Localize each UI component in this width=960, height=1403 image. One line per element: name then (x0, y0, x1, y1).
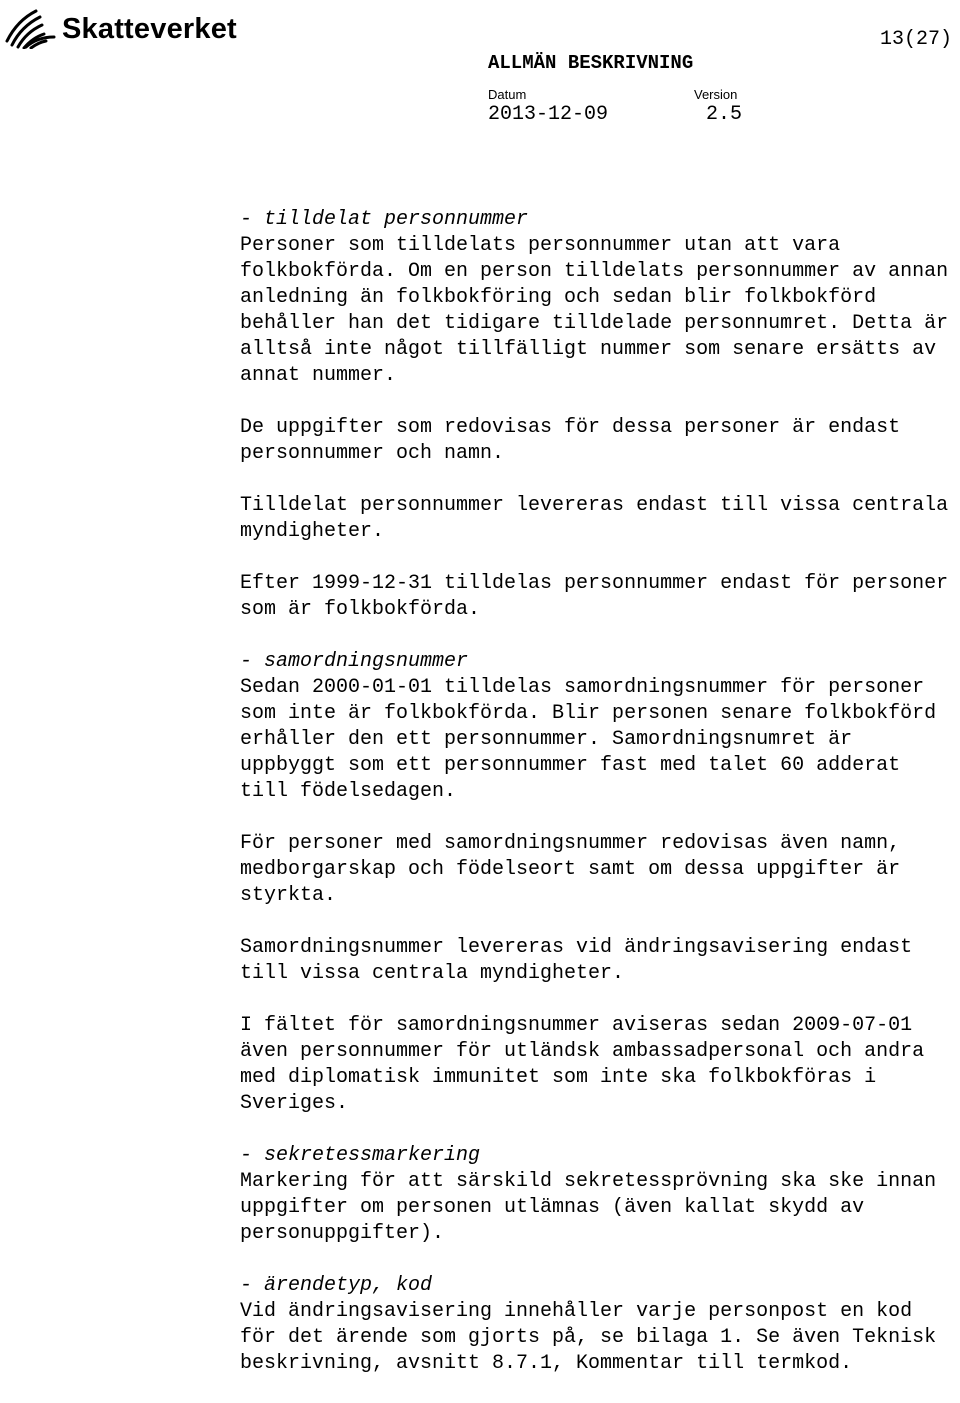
version-value: 2.5 (706, 103, 743, 126)
section-heading: - samordningsnummer (240, 650, 469, 673)
paragraph: För personer med samordningsnummer redovisas även namn, medborgarskap och födelseort samt om dessa uppgifter är styrkta. (240, 832, 901, 907)
section-sekretessmarkering (240, 1143, 956, 1247)
skatteverket-logo (4, 6, 237, 50)
paragraph: De uppgifter som redovisas för dessa personer är endast personnummer och namn. (240, 416, 901, 465)
logo-wordmark: Skatteverket (62, 12, 237, 45)
paragraph: Personer som tilldelats personnummer utan att vara folkbokförda. Om en person tilldelats personnummer av annan anledning än folkbokföring och sedan blir folkbokförd behåller han det tidigare tilldelade personnumret. Detta är alltså inte något tillfälligt nummer som senare ersätts av annat nummer. (240, 234, 949, 387)
page-number: 13(27) (879, 28, 952, 51)
section-samordningsnummer (240, 649, 956, 805)
skatteverket-logo-icon (4, 7, 56, 49)
paragraph: Efter 1999-12-31 tilldelas personnummer endast för personer som är folkbokförda. (240, 572, 949, 621)
document-body (240, 207, 956, 1403)
paragraph: Sedan 2000-01-01 tilldelas samordningsnummer för personer som inte är folkbokförda. Blir personen senare folkbokförd erhåller den ett personnummer. Samordningsnumret är uppbyggt som ett personnummer fast med talet 60 adderat till födelsedagen. (240, 676, 937, 803)
date-label: Datum (488, 87, 527, 102)
paragraph: Samordningsnummer levereras vid ändringsavisering endast till vissa centrala myndigheter. (240, 936, 913, 985)
paragraph: Vid ändringsavisering innehåller varje personpost en kod för det ärende som gjorts på, se bilaga 1. Se även Teknisk beskrivning, avsnitt 8.7.1, Kommentar till termkod. (240, 1300, 937, 1375)
paragraph: I fältet för samordningsnummer aviseras sedan 2009-07-01 även personnummer för utländsk ambassadpersonal och andra med diplomatisk immunitet som inte ska folkbokföras i Sveriges. (240, 1014, 925, 1115)
section-heading: - tilldelat personnummer (240, 208, 529, 231)
section-tilldelat (240, 207, 956, 389)
section-heading: - sekretessmarkering (240, 1144, 481, 1167)
document-type: ALLMÄN BESKRIVNING (488, 52, 694, 74)
version-label: Version (694, 87, 738, 102)
paragraph: Tilldelat personnummer levereras endast till vissa centrala myndigheter. (240, 494, 949, 543)
paragraph: Markering för att särskild sekretessprövning ska ske innan uppgifter om personen utlämnas (även kallat skydd av personuppgifter). (240, 1170, 937, 1245)
section-arendetyp (240, 1273, 956, 1377)
date-value: 2013-12-09 (488, 103, 609, 126)
section-heading: - ärendetyp, kod (240, 1274, 433, 1297)
